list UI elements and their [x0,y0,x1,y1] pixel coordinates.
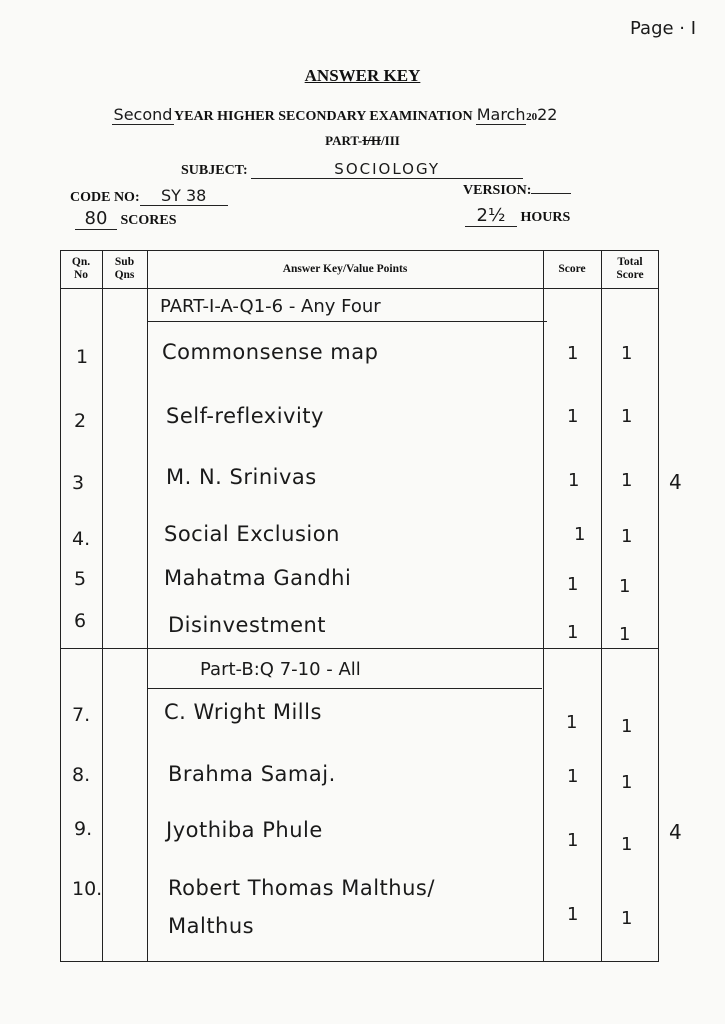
part-kept: /III [381,133,400,148]
scores-label: SCORES [120,213,177,228]
exam-line [112,105,557,125]
document-title: ANSWER KEY [304,66,421,85]
hours-line [465,205,570,227]
score-value: 1 [567,622,579,643]
total-value: 1 [621,406,633,427]
scores-value: 80 [75,208,117,230]
code-label: CODE NO: [70,190,140,205]
total-value: 1 [619,624,631,645]
answer-text: Mahatma Gandhi [164,566,352,590]
score-value: 1 [567,766,579,787]
answer-text: Disinvestment [168,613,327,637]
question-number: 4. [72,528,91,550]
score-value: 1 [567,904,579,925]
code-line [70,186,228,206]
answer-text: C. Wright Mills [164,700,322,724]
total-value: 1 [619,576,631,597]
version-label: VERSION: [463,183,532,198]
question-number: 6 [74,610,87,632]
part-line [0,133,725,149]
question-number: 2 [74,410,87,432]
header-sub-qns [102,256,147,282]
column-divider [543,250,544,962]
section-heading: PART-I-A-Q1-6 - Any Four [160,296,381,317]
section-underline [147,321,547,322]
score-value: 1 [566,712,578,733]
question-number: 9. [74,818,93,840]
exam-year-ordinal: Second [113,105,173,124]
scores-line [75,208,177,230]
header-qn-no-line2: No [73,269,89,281]
answer-text-continued: Malthus [168,914,255,938]
header-total-line2: Score [616,269,644,281]
question-number: 8. [72,764,91,786]
score-value: 1 [567,406,579,427]
answer-text: Robert Thomas Malthus/ [168,876,435,900]
total-value: 1 [621,772,633,793]
score-value: 1 [567,343,579,364]
subject-label: SUBJECT: [181,163,248,178]
section-total: 4 [669,820,682,844]
column-divider [102,250,103,962]
header-answer: Answer Key/Value Points [282,263,408,275]
header-divider [60,288,659,289]
header-sub-qns-line2: Qns [114,269,135,281]
score-value: 1 [574,524,586,545]
version-line [463,183,571,199]
header-qn-no [60,256,102,282]
column-divider [147,250,148,962]
header-qn-no-line1: Qn. [71,256,91,268]
version-value [531,193,571,194]
part-struck: I/II [362,133,382,148]
header-score: Score [558,263,586,275]
section-underline [147,688,542,689]
code-value: SY 38 [140,186,228,206]
hours-value: 2½ [465,205,517,227]
exam-month: March [476,105,526,124]
header-total-score [601,256,659,282]
part-label: PART- [325,133,363,148]
subject-line [181,160,523,179]
answer-text: M. N. Srinivas [166,465,317,489]
header-sub-qns-line1: Sub [114,256,135,268]
total-value: 1 [621,470,633,491]
hours-label: HOURS [520,210,571,225]
question-number: 1 [76,346,89,368]
score-value: 1 [567,574,579,595]
section-divider [60,648,659,649]
section-total: 4 [669,470,682,494]
total-value: 1 [621,716,633,737]
column-divider [601,250,602,962]
score-value: 1 [568,470,580,491]
subject-value: SOCIOLOGY [251,160,523,179]
question-number: 10. [72,878,103,900]
total-value: 1 [621,908,633,929]
answer-text: Commonsense map [162,340,379,364]
header-total-line1: Total [617,256,643,268]
section-heading: Part-B:Q 7-10 - All [200,659,361,680]
question-number: 3 [72,472,85,494]
page-number: Page · I [630,18,697,39]
exam-year-hand: 22 [537,105,558,124]
score-value: 1 [567,830,579,851]
question-number: 7. [72,704,91,726]
total-value: 1 [621,526,633,547]
answer-text: Jyothiba Phule [166,818,323,842]
total-value: 1 [621,834,633,855]
answer-text: Self-reflexivity [166,404,324,428]
question-number: 5 [74,568,87,590]
answer-text: Social Exclusion [164,522,340,546]
exam-text: YEAR HIGHER SECONDARY EXAMINATION [174,109,473,124]
answer-text: Brahma Samaj. [168,762,336,786]
exam-year-printed: 20 [526,111,538,123]
total-value: 1 [621,343,633,364]
